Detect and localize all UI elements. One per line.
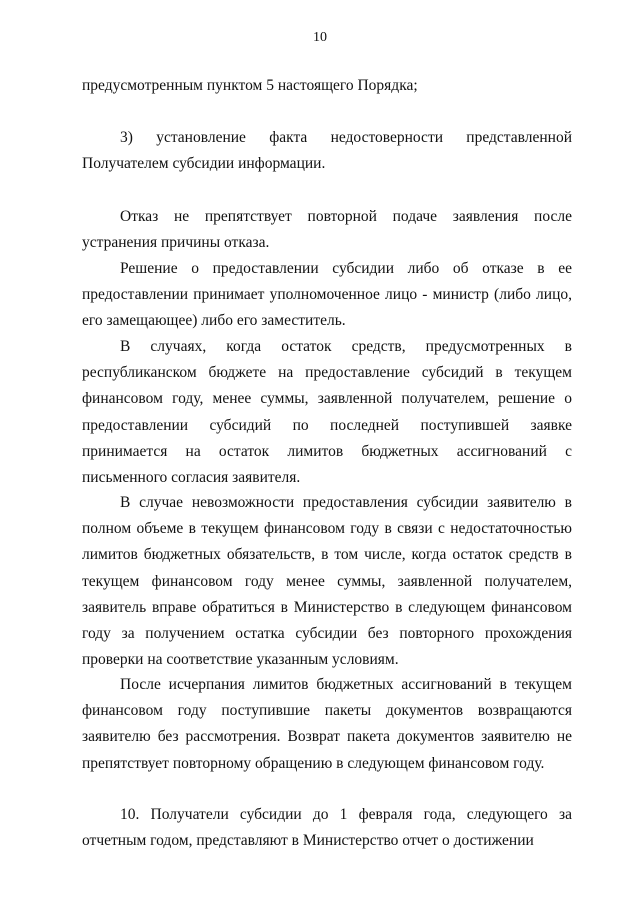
list-item-3-line1 <box>82 125 572 151</box>
list-item-3-line2: Получателем субсидии информации. <box>82 155 326 173</box>
list-item-3-number: 3) <box>120 129 133 146</box>
paragraph-decision: Решение о предоставлении субсидии либо об отказе в ее предоставлении принимает уполномоченное лицо - министр (либо лицо, его замещающее) либо его заместитель. <box>82 260 572 330</box>
list-item-3-word2: факта <box>269 129 308 146</box>
list-item-3-word3: недостоверности <box>330 129 444 146</box>
page-number: 10 <box>313 30 327 45</box>
paragraph-continuation: предусмотренным пунктом 5 настоящего Порядка; <box>82 77 418 94</box>
paragraph-item-10: 10. Получатели субсидии до 1 февраля года, следующего за отчетным годом, представляют в Министерство отчет о достижении <box>82 806 572 850</box>
paragraph-remainder: В случаях, когда остаток средств, предусмотренных в республиканском бюджете на предоставление субсидий в текущем финансовом году, менее суммы, заявленной получателем, решение о предоставлении субсидий по последней поступившей заявке принимается на остаток лимитов бюджетных ассигнований с письменного согласия заявителя. <box>82 338 572 487</box>
paragraph-exhaustion: После исчерпания лимитов бюджетных ассигнований в текущем финансовом году поступившие пакеты документов возвращаются заявителю без рассмотрения. Возврат пакета документов заявителю не препятствует повторному обращению в следующем финансовом году. <box>82 676 572 772</box>
paragraph-refusal: Отказ не препятствует повторной подаче заявления после устранения причины отказа. <box>82 208 572 252</box>
list-item-3-word1: установление <box>156 129 246 146</box>
list-item-3-word4: представленной <box>466 129 572 146</box>
list-item-3 <box>82 125 572 177</box>
paragraph-impossibility: В случае невозможности предоставления субсидии заявителю в полном объеме в текущем финансовом году в связи с недостаточностью лимитов бюджетных обязательств, в том числе, когда остаток средств в текущем финансовом году менее суммы, заявленной получателем, заявитель вправе обратиться в Министерство в следующем финансовом году за получением остатка субсидии без повторного прохождения проверки на соответствие указанным условиям. <box>82 494 572 669</box>
